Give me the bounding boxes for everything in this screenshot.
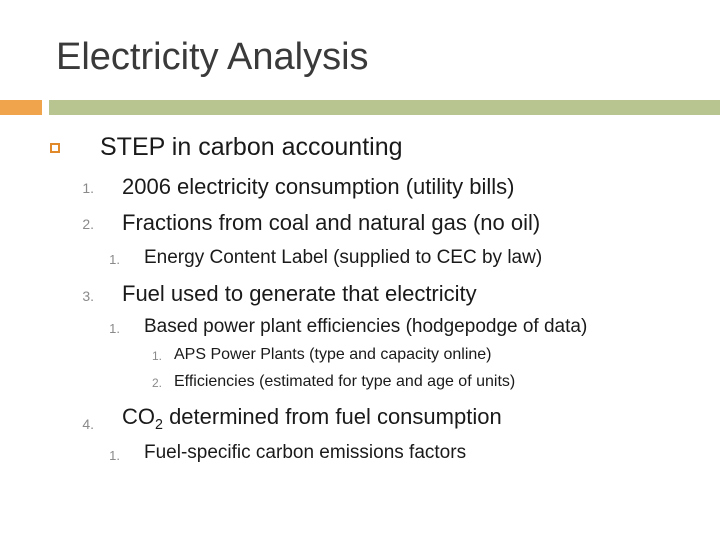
item-number: 3.: [82, 288, 94, 304]
list-item: 2006 electricity consumption (utility bills): [122, 174, 515, 199]
list-item: Fractions from coal and natural gas (no oil): [122, 210, 541, 235]
title-rule: [49, 100, 720, 115]
hollow-square-icon: [50, 143, 60, 153]
sub-sub-list-item: Efficiencies (estimated for type and age of units): [174, 373, 516, 390]
sub-item-number: 1.: [109, 252, 120, 267]
item-number: 2.: [82, 216, 94, 232]
sub-item-number: 1.: [109, 321, 120, 336]
title-rule-accent: [0, 100, 42, 115]
list-item: [122, 404, 502, 433]
list-item: Fuel used to generate that electricity: [122, 281, 477, 306]
sub-list-item: Based power plant efficiencies (hodgepodge of data): [144, 316, 588, 337]
item-number: 4.: [82, 416, 94, 432]
item-number: 1.: [82, 180, 94, 196]
sub-item-number: 1.: [109, 448, 120, 463]
slide-title: Electricity Analysis: [56, 36, 369, 78]
sub-sub-item-number: 2.: [151, 376, 162, 390]
sub-list-item: Energy Content Label (supplied to CEC by law): [144, 247, 543, 268]
co2-suffix: determined from fuel consumption: [162, 404, 502, 429]
heading-text: STEP in carbon accounting: [100, 133, 403, 161]
sub-list-item: Fuel-specific carbon emissions factors: [144, 442, 467, 463]
sub-sub-list-item: APS Power Plants (type and capacity online): [174, 346, 492, 363]
co2-prefix: CO: [122, 404, 155, 429]
co2-subscript: 2: [155, 417, 163, 433]
sub-sub-item-number: 1.: [151, 349, 162, 363]
